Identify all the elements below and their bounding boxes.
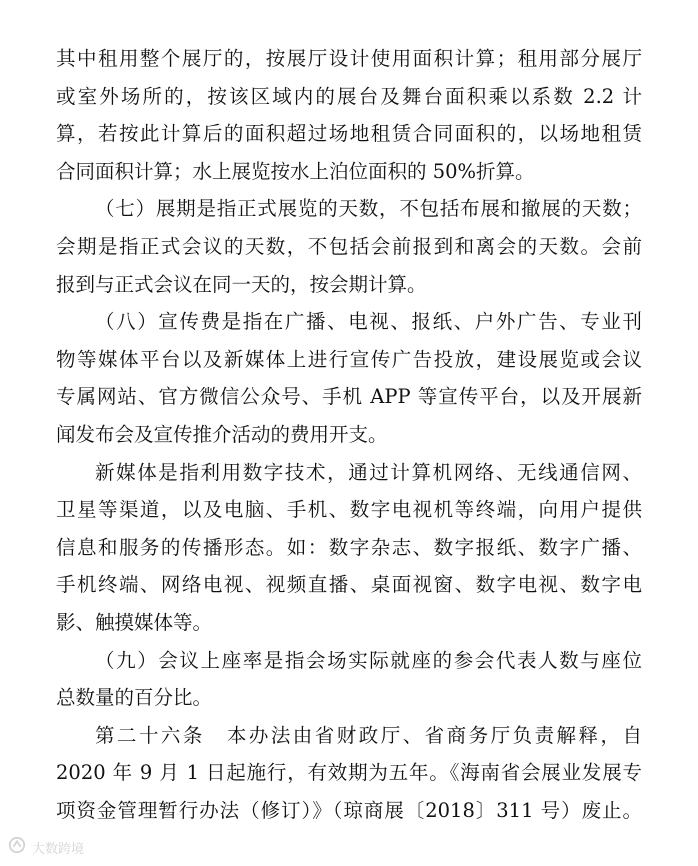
text-line: （七）展期是指正式展览的天数，不包括布展和撤展的天数； <box>95 197 642 221</box>
text-line: 合同面积计算；水上展览按水上泊位面积的 50%折算。 <box>56 159 535 183</box>
watermark-text: 大数跨境 <box>32 841 85 857</box>
text-line: 其中租用整个展厅的，按展厅设计使用面积计算；租用部分展厅 <box>56 47 642 70</box>
text-line: 或室外场所的，按该区域内的展台及舞台面积乘以系数 2.2 计 <box>56 84 642 108</box>
text-line: 项资金管理暂行办法（修订）》（琼商展〔2018〕311 号）废止。 <box>56 798 642 822</box>
document-body <box>56 40 642 829</box>
text-line: 闻发布会及宣传推介活动的费用开支。 <box>56 422 388 446</box>
text-line: （九）会议上座率是指会场实际就座的参会代表人数与座位 <box>95 648 642 672</box>
logo-icon <box>8 836 26 858</box>
text-line: 算，若按此计算后的面积超过场地租赁合同面积的，以场地租赁 <box>56 122 642 146</box>
text-line: 新媒体是指利用数字技术，通过计算机网络、无线通信网、 <box>95 460 642 484</box>
text-line: 第二十六条 本办法由省财政厅、省商务厅负责解释，自 <box>95 723 642 747</box>
text-line: 信息和服务的传播形态。如：数字杂志、数字报纸、数字广播、 <box>56 535 642 559</box>
text-line: 会期是指正式会议的天数，不包括会前报到和离会的天数。会前 <box>56 234 642 258</box>
text-line: （八）宣传费是指在广播、电视、报纸、户外广告、专业刊 <box>95 310 642 334</box>
text-line: 总数量的百分比。 <box>56 686 213 710</box>
text-line: 卫星等渠道，以及电脑、手机、数字电视机等终端，向用户提供 <box>56 498 642 522</box>
text-line: 物等媒体平台以及新媒体上进行宣传广告投放，建设展览或会议 <box>56 347 642 371</box>
text-line: 专属网站、官方微信公众号、手机 APP 等宣传平台，以及开展新 <box>56 385 642 409</box>
text-line: 报到与正式会议在同一天的，按会期计算。 <box>56 272 427 296</box>
text-line: 影、触摸媒体等。 <box>56 610 213 634</box>
watermark <box>8 836 84 858</box>
text-line: 手机终端、网络电视、视频直播、桌面视窗、数字电视、数字电 <box>56 573 642 597</box>
text-line: 2020 年 9 月 1 日起施行，有效期为五年。《海南省会展业发展专 <box>56 761 642 785</box>
